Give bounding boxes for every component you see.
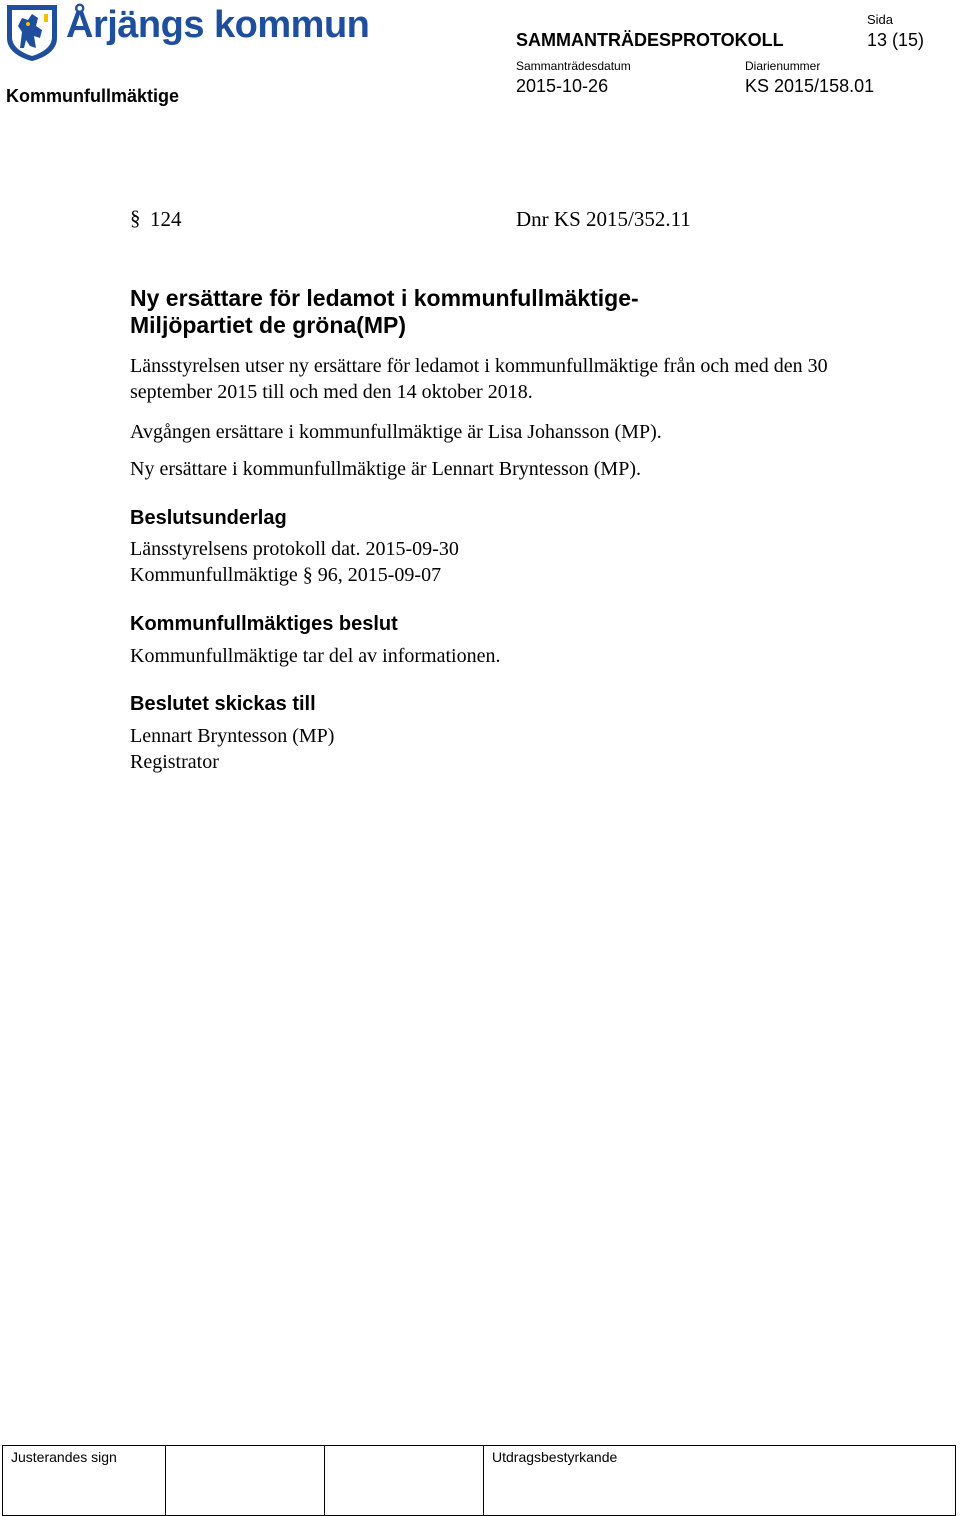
footer-sign-box-2: [325, 1446, 484, 1516]
footer-certify-cell: [484, 1446, 956, 1516]
paragraph-appointment: Länsstyrelsen utser ny ersättare för ledamot i kommunfullmäktige från och med den 30 september 2015 till och med den 14 oktober 2018.: [130, 355, 828, 403]
basis-line-2: Kommunfullmäktige § 96, 2015-09-07: [130, 564, 442, 586]
page-number: 13 (15): [867, 30, 925, 50]
basis-line-1: Länsstyrelsens protokoll dat. 2015-09-30: [130, 538, 459, 560]
case-number: Dnr KS 2015/352.11: [516, 207, 691, 231]
paragraph-new-substitute: Ny ersättare i kommunfullmäktige är Lennart Bryntesson (MP).: [130, 458, 641, 480]
signature-footer: [2, 1445, 956, 1516]
paragraph-departing-substitute: Avgången ersättare i kommunfullmäktige är Lisa Johansson (MP).: [130, 421, 662, 443]
footer-sign-box-1: [166, 1446, 325, 1516]
meeting-date: 2015-10-26: [516, 76, 609, 96]
basis-heading: Beslutsunderlag: [130, 507, 287, 529]
decision-heading: Kommunfullmäktiges beslut: [130, 613, 398, 635]
item-title: [130, 285, 830, 339]
body-name: Kommunfullmäktige: [6, 86, 180, 106]
section-symbol: §: [130, 206, 141, 230]
footer-sign-cell: [3, 1446, 166, 1516]
section-number: 124: [150, 207, 182, 231]
document-type: SAMMANTRÄDESPROTOKOLL: [516, 30, 784, 50]
send-to-line-1: Lennart Bryntesson (MP): [130, 725, 335, 747]
send-to-line-2: Registrator: [130, 751, 219, 773]
page-label: Sida: [867, 12, 894, 27]
diary-number-label: Diarienummer: [745, 59, 821, 73]
decision-text: Kommunfullmäktige tar del av informationen.: [130, 645, 501, 667]
send-to-heading: Beslutet skickas till: [130, 693, 316, 715]
logo-text: Årjängs kommun: [66, 4, 370, 46]
diary-number: KS 2015/158.01: [745, 76, 875, 96]
coat-of-arms-icon: [6, 4, 58, 62]
meeting-date-label: Sammanträdesdatum: [516, 59, 631, 73]
item-title-line-1: Ny ersättare för ledamot i kommunfullmäktige-: [130, 285, 639, 311]
item-title-line-2: Miljöpartiet de gröna(MP): [130, 312, 406, 338]
footer-sign-label: Justerandes sign: [11, 1449, 117, 1465]
footer-certify-label: Utdragsbestyrkande: [492, 1449, 618, 1465]
